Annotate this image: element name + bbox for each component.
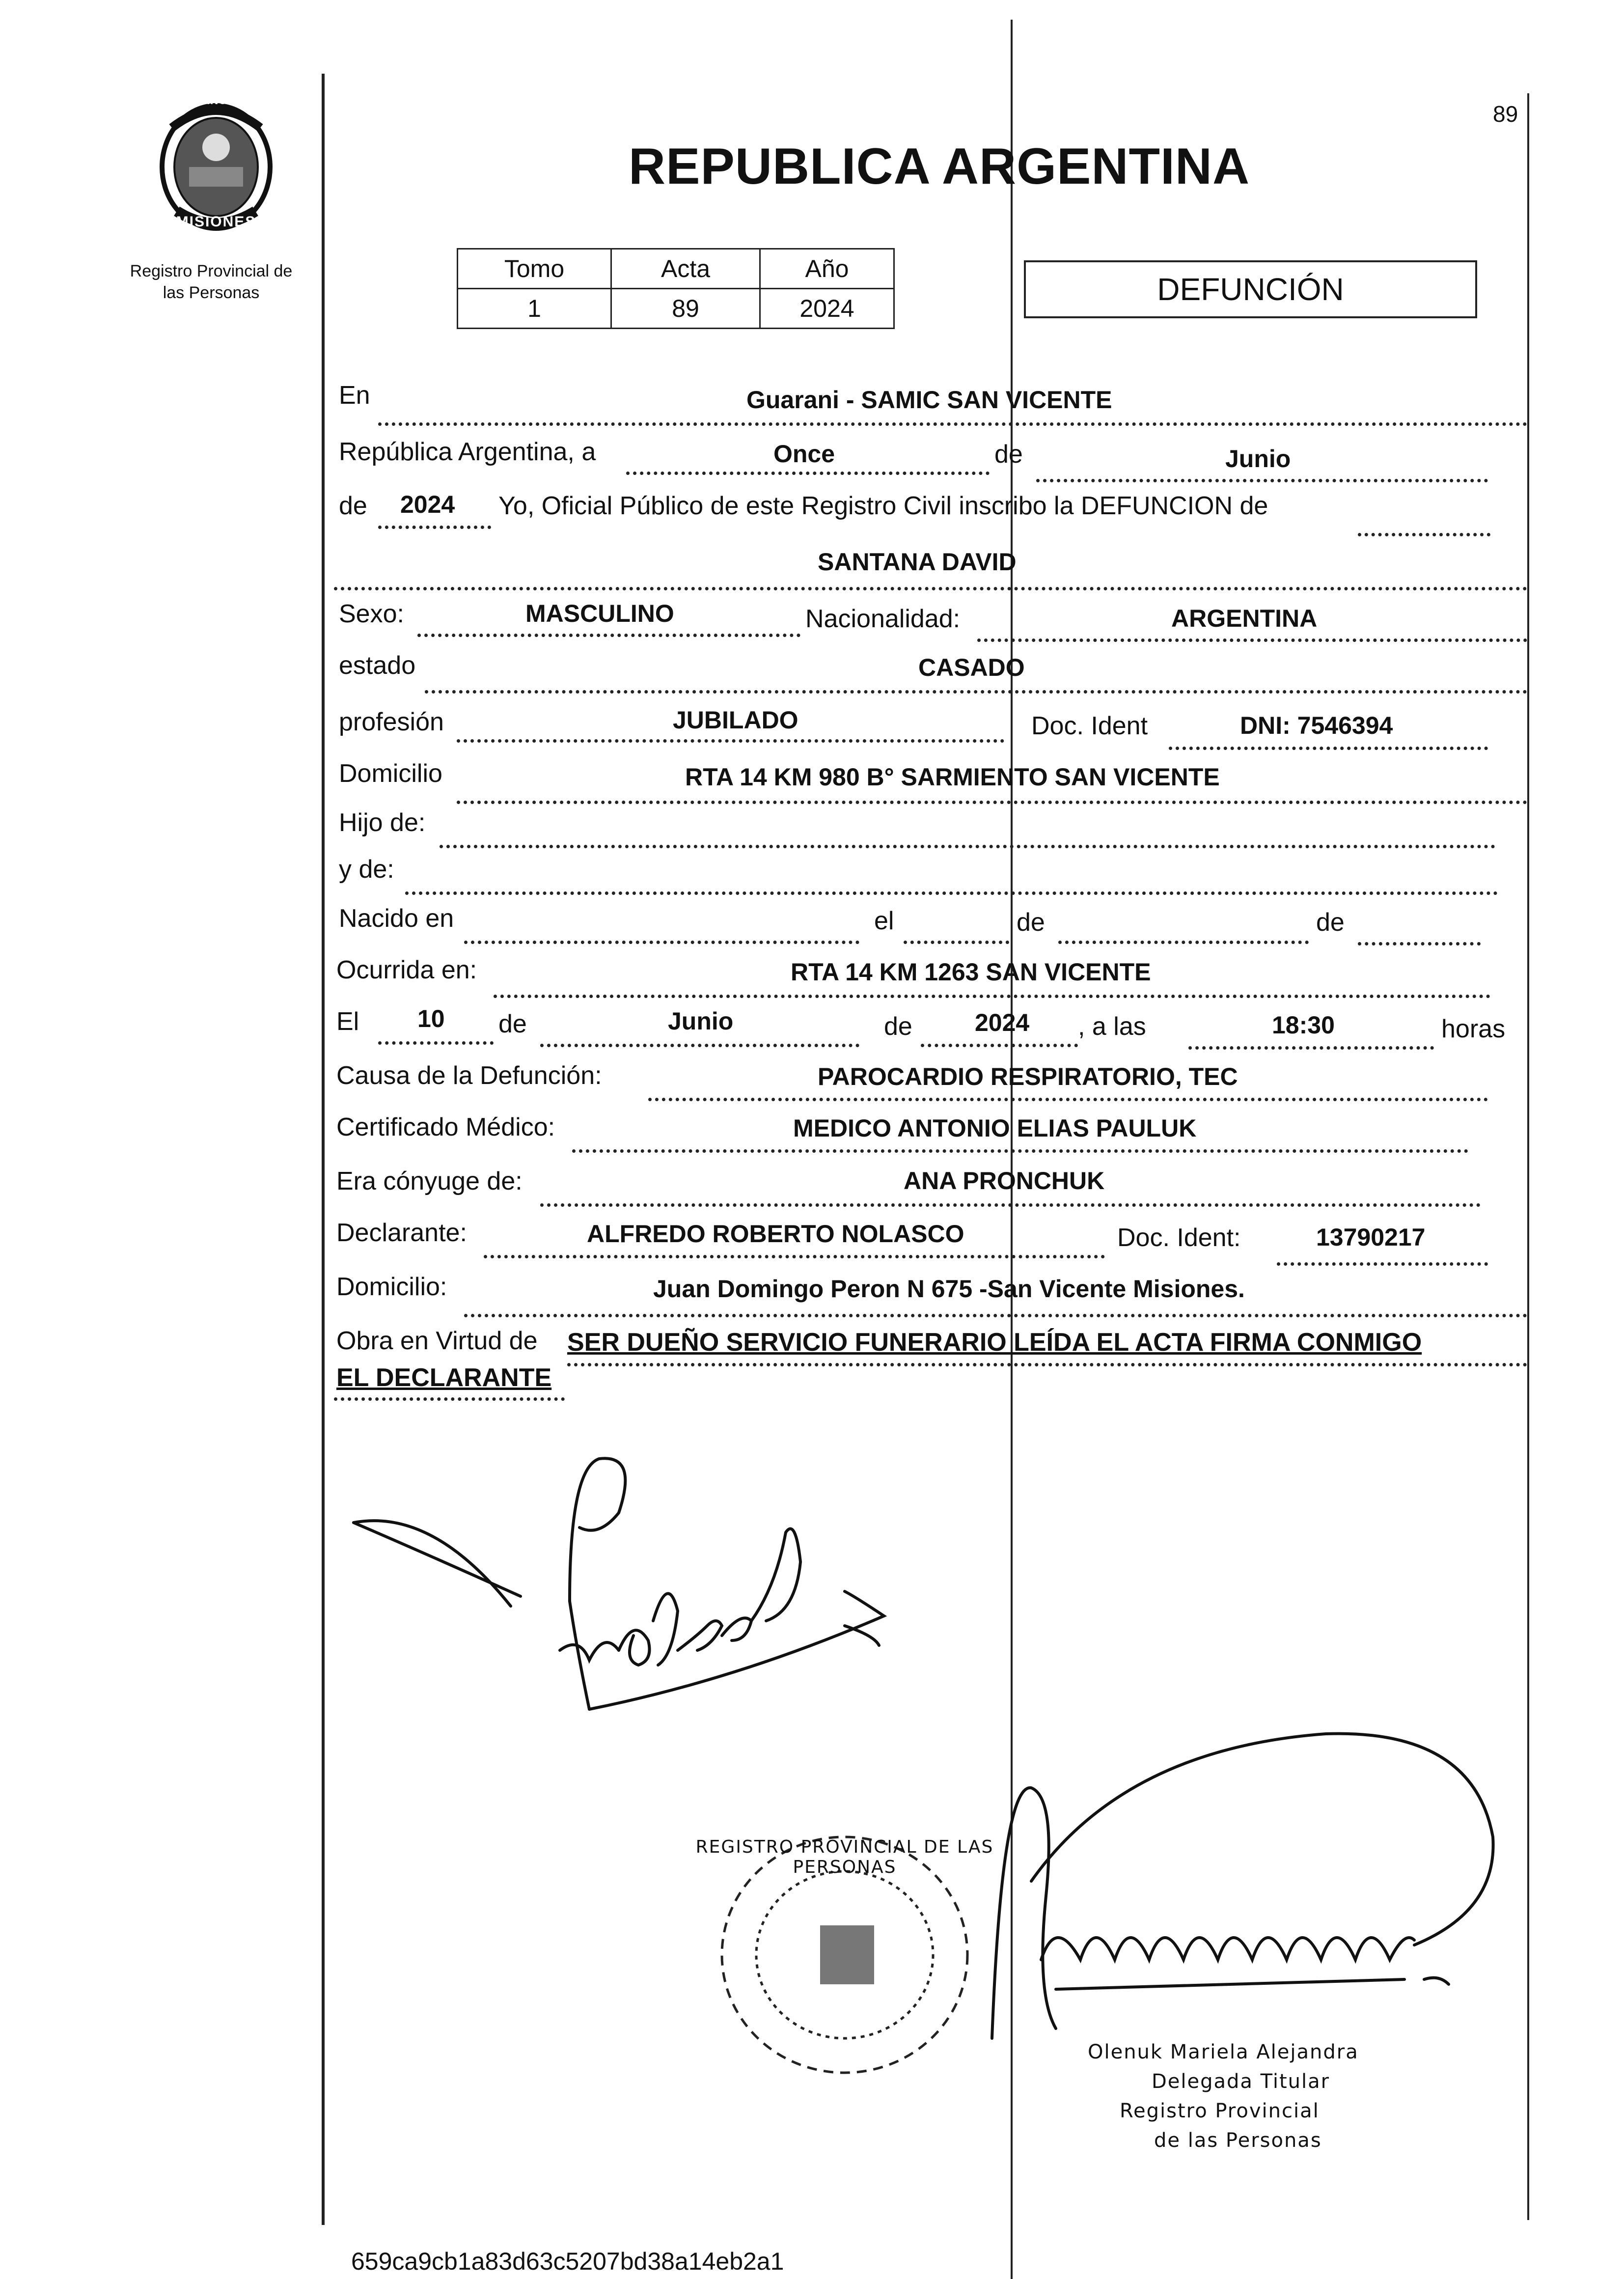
deceased-name: SANTANA DAVID	[818, 548, 1017, 576]
official-office-line2: de las Personas	[1154, 2129, 1322, 2152]
estado-label: estado	[339, 651, 416, 680]
obra-value-line1: SER DUEÑO SERVICIO FUNERARIO LEÍDA EL ACTA FIRMA CONMIGO	[567, 1328, 1422, 1357]
certificado-label: Certificado Médico:	[336, 1113, 555, 1141]
value-tomo: 1	[458, 289, 611, 329]
causa-value: PAROCARDIO RESPIRATORIO, TEC	[818, 1063, 1238, 1090]
value-acta: 89	[611, 289, 760, 329]
page-number: 89	[1493, 101, 1518, 127]
causa-label: Causa de la Defunción:	[336, 1061, 602, 1090]
hijo-label: Hijo de:	[339, 808, 426, 837]
header-anio: Año	[760, 249, 894, 289]
de-label-1: de	[994, 440, 1023, 469]
death-month: Junio	[668, 1007, 734, 1035]
death-time: 18:30	[1272, 1011, 1335, 1039]
yde-label: y de:	[339, 855, 394, 884]
el-label: el	[874, 907, 894, 935]
registry-label-line2: las Personas	[163, 283, 260, 302]
domicilio2-value: Juan Domingo Peron N 675 -San Vicente Misiones.	[653, 1275, 1245, 1303]
a-las-label: , a las	[1078, 1012, 1146, 1041]
declarante-label: Declarante:	[336, 1219, 467, 1247]
obra-label: Obra en Virtud de	[336, 1327, 538, 1355]
nacionalidad-label: Nacionalidad:	[805, 605, 961, 633]
domicilio-label: Domicilio	[339, 759, 442, 788]
registry-label-line1: Registro Provincial de	[130, 262, 293, 280]
doc-ident-label: Doc. Ident	[1031, 712, 1148, 740]
official-title: Delegada Titular	[1152, 2070, 1330, 2093]
official-name: Olenuk Mariela Alejandra	[1088, 2041, 1359, 2063]
day-word: Once	[773, 440, 835, 468]
doc-ident2-label: Doc. Ident:	[1117, 1223, 1241, 1252]
seal-text-top: PROVINCIA DE	[174, 94, 258, 107]
ocurrida-label: Ocurrida en:	[336, 956, 477, 984]
document-type-box: DEFUNCIÓN	[1024, 260, 1477, 318]
death-year: 2024	[975, 1009, 1030, 1036]
obra-value-line2: EL DECLARANTE	[336, 1363, 552, 1392]
doc-ident2-value: 13790217	[1316, 1223, 1426, 1251]
domicilio-value: RTA 14 KM 980 B° SARMIENTO SAN VICENTE	[685, 763, 1220, 791]
header-acta: Acta	[611, 249, 760, 289]
seal-text-bottom: MISIONES	[176, 214, 256, 230]
estado-value: CASADO	[918, 654, 1025, 681]
registration-statement: Yo, Oficial Público de este Registro Civil inscribo la DEFUNCION de	[498, 492, 1268, 520]
page-title: REPUBLICA ARGENTINA	[629, 138, 1250, 195]
stamp-text: REGISTRO PROVINCIAL DE LAS PERSONAS	[695, 1837, 994, 1877]
de-label-4: de	[1316, 908, 1345, 937]
declarante-value: ALFREDO ROBERTO NOLASCO	[587, 1220, 964, 1248]
profesion-label: profesión	[339, 708, 444, 736]
document-hash: 659ca9cb1a83d63c5207bd38a14eb2a1	[351, 2248, 784, 2275]
de-label-2: de	[339, 492, 367, 520]
official-signature	[992, 1734, 1493, 2038]
en-label: En	[339, 381, 370, 410]
conyuge-label: Era cónyuge de:	[336, 1167, 523, 1195]
sexo-value: MASCULINO	[525, 600, 674, 627]
de-label-6: de	[884, 1012, 912, 1041]
el2-label: El	[336, 1007, 359, 1036]
en-value: Guarani - SAMIC SAN VICENTE	[746, 386, 1112, 414]
certificado-value: MEDICO ANTONIO ELIAS PAULUK	[793, 1114, 1197, 1142]
nacionalidad-value: ARGENTINA	[1171, 605, 1318, 632]
header-tomo: Tomo	[458, 249, 611, 289]
domicilio2-label: Domicilio:	[336, 1273, 447, 1301]
conyuge-value: ANA PRONCHUK	[904, 1167, 1105, 1195]
month-value: Junio	[1225, 445, 1291, 472]
ocurrida-value: RTA 14 KM 1263 SAN VICENTE	[791, 958, 1151, 986]
nacido-label: Nacido en	[339, 904, 454, 933]
horas-label: horas	[1441, 1015, 1506, 1043]
profesion-value: JUBILADO	[673, 706, 798, 734]
rep-label: República Argentina, a	[339, 438, 596, 466]
year-value: 2024	[400, 491, 455, 518]
de-label-5: de	[498, 1010, 527, 1038]
official-office-line1: Registro Provincial	[1120, 2100, 1320, 2122]
value-anio: 2024	[760, 289, 894, 329]
de-label-3: de	[1017, 908, 1045, 937]
declarant-signature	[354, 1458, 884, 1709]
death-day: 10	[417, 1005, 445, 1032]
sexo-label: Sexo:	[339, 600, 404, 628]
doc-ident-value: DNI: 7546394	[1240, 712, 1393, 739]
